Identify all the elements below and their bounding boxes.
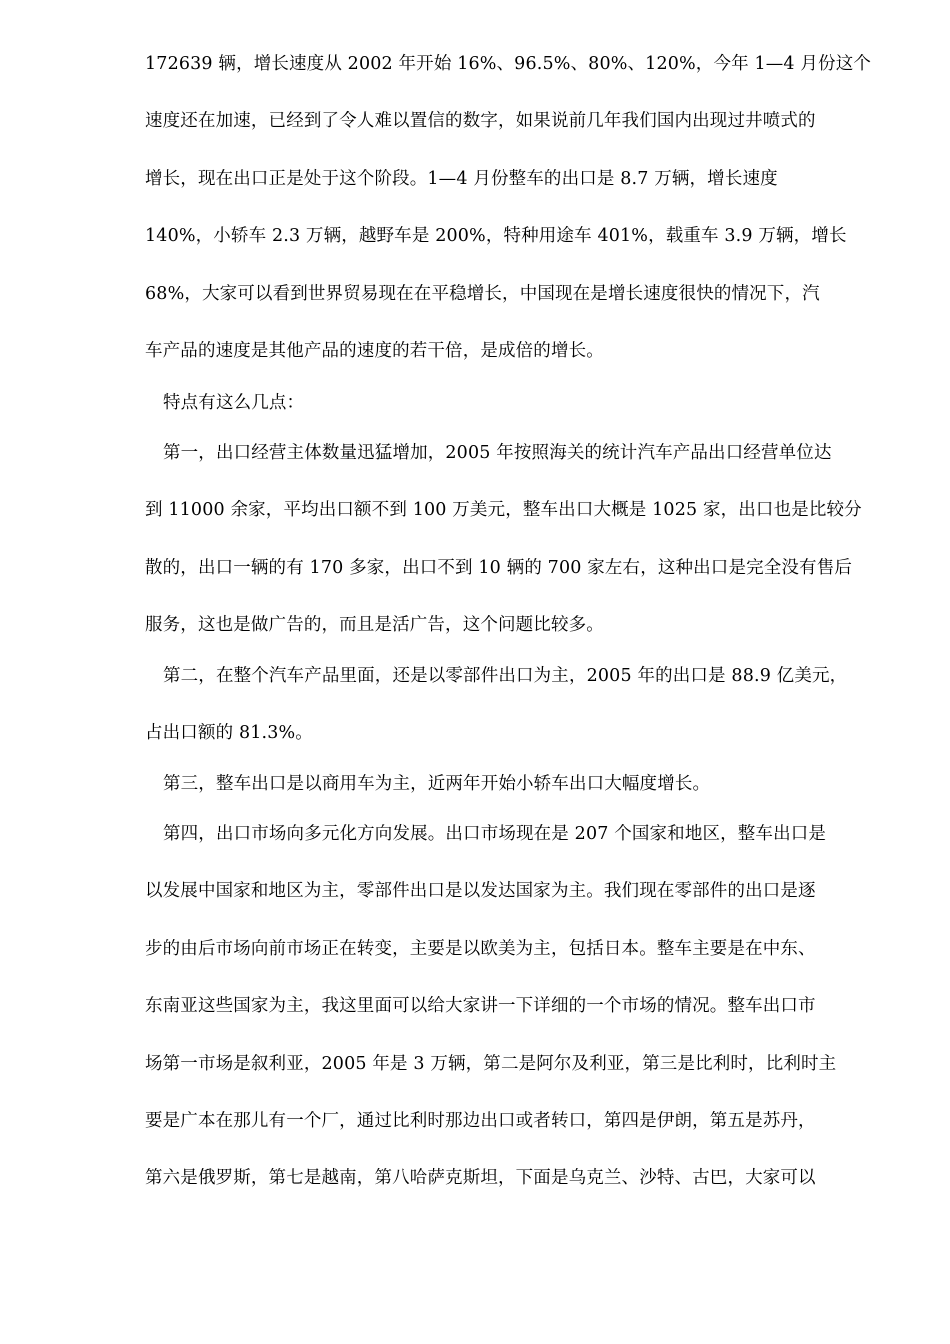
point-1-line-2: 到 11000 余家，平均出口额不到 100 万美元，整车出口大概是 1025 家，出口也是比较分 bbox=[145, 500, 862, 520]
point-1-line-4: 服务，这也是做广告的，而且是活广告，这个问题比较多。 bbox=[145, 615, 604, 635]
point-1-line-3: 散的，出口一辆的有 170 多家，出口不到 10 辆的 700 家左右，这种出口是完全没有售后 bbox=[145, 558, 852, 578]
point-4-line-4: 东南亚这些国家为主，我这里面可以给大家讲一下详细的一个市场的情况。整车出口市 bbox=[145, 996, 816, 1016]
text-line-2: 速度还在加速，已经到了令人难以置信的数字，如果说前几年我们国内出现过井喷式的 bbox=[145, 111, 816, 131]
point-2-line-1: 第二，在整个汽车产品里面，还是以零部件出口为主，2005 年的出口是 88.9 亿美元， bbox=[163, 666, 848, 686]
section-heading: 特点有这么几点： bbox=[163, 393, 305, 413]
text-line-6: 车产品的速度是其他产品的速度的若干倍，是成倍的增长。 bbox=[145, 341, 604, 361]
text-line-3: 增长，现在出口正是处于这个阶段。1—4 月份整车的出口是 8.7 万辆，增长速度 bbox=[145, 169, 778, 189]
point-4-line-2: 以发展中国家和地区为主，零部件出口是以发达国家为主。我们现在零部件的出口是逐 bbox=[145, 881, 816, 901]
point-4-line-5: 场第一市场是叙利亚，2005 年是 3 万辆，第二是阿尔及利亚，第三是比利时，比利时主 bbox=[145, 1054, 837, 1074]
point-4-line-3: 步的由后市场向前市场正在转变，主要是以欧美为主，包括日本。整车主要是在中东、 bbox=[145, 939, 816, 959]
point-2-line-2: 占出口额的 81.3%。 bbox=[145, 723, 313, 743]
point-4-line-6: 要是广本在那儿有一个厂，通过比利时那边出口或者转口，第四是伊朗，第五是苏丹， bbox=[145, 1111, 816, 1131]
point-4-line-1: 第四，出口市场向多元化方向发展。出口市场现在是 207 个国家和地区，整车出口是 bbox=[163, 824, 827, 844]
point-3-line-1: 第三，整车出口是以商用车为主，近两年开始小轿车出口大幅度增长。 bbox=[163, 774, 711, 794]
text-line-5: 68%，大家可以看到世界贸易现在在平稳增长，中国现在是增长速度很快的情况下，汽 bbox=[145, 284, 820, 304]
point-4-line-7: 第六是俄罗斯，第七是越南，第八哈萨克斯坦，下面是乌克兰、沙特、古巴，大家可以 bbox=[145, 1168, 816, 1188]
point-1-line-1: 第一，出口经营主体数量迅猛增加，2005 年按照海关的统计汽车产品出口经营单位达 bbox=[163, 443, 832, 463]
text-line-4: 140%，小轿车 2.3 万辆，越野车是 200%，特种用途车 401%，载重车 3.9 万辆，增长 bbox=[145, 226, 847, 246]
text-line-1: 172639 辆，增长速度从 2002 年开始 16%、96.5%、80%、120%，今年 1—4 月份这个 bbox=[145, 54, 871, 74]
